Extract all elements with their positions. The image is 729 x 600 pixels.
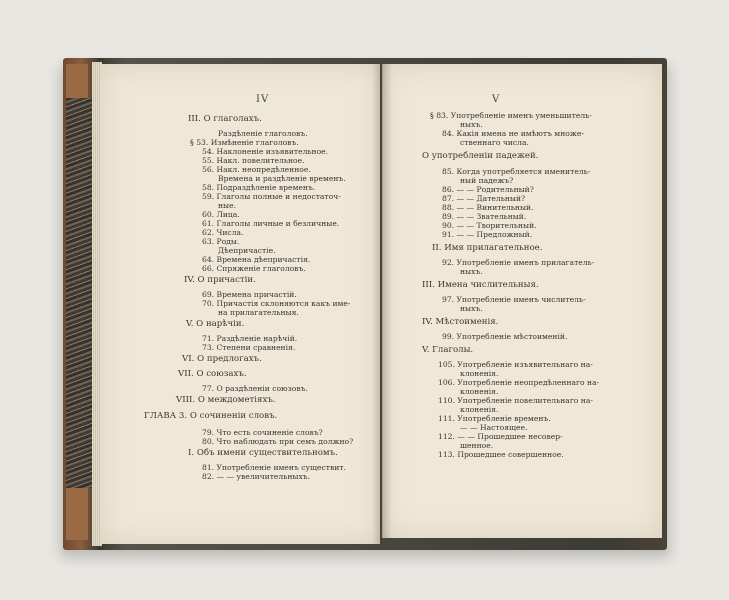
cover-leather-corner-top (66, 64, 88, 98)
toc-line: § 83. Употребленіе именъ уменьшитель- (430, 111, 592, 120)
toc-line: VI. О предлогахъ. (182, 354, 262, 364)
toc-line: 81. Употребленіе именъ существит. (202, 463, 346, 472)
toc-line: 66. Спряженіе глаголовъ. (202, 264, 306, 273)
toc-line: IV. Мѣстоименія. (422, 317, 499, 327)
toc-line: 56. Накл. неопредѣленное. (202, 165, 311, 174)
toc-line: 82. — — увеличительныхъ. (202, 472, 310, 481)
toc-line: ныхъ. (460, 304, 483, 313)
toc-line: 113. Прошедшее совершенное. (438, 450, 564, 459)
toc-line: 70. Причастія склоняются какъ име- (202, 299, 351, 308)
toc-line: 54. Наклоненіе изъявительное. (202, 147, 329, 156)
toc-line: IV. О причастіи. (184, 275, 256, 285)
toc-line: ный падежъ? (460, 176, 514, 185)
toc-line: шенное. (460, 441, 494, 450)
toc-line: § 53. Измѣненіе глаголовъ. (190, 138, 299, 147)
toc-line: ГЛАВА 3. О сочиненіи словъ. (144, 411, 278, 421)
toc-line: 111. Употребленіе временъ. (438, 414, 551, 423)
right-page (382, 64, 662, 538)
toc-line: 105. Употребленіе изъявительнаго на- (438, 360, 593, 369)
toc-line: 92. Употребленіе именъ прилагатель- (442, 258, 595, 267)
toc-line: V. Глаголы. (422, 345, 474, 355)
toc-line: III. Имена числительныя. (422, 280, 539, 290)
toc-line: 106. Употребленіе неопредѣленнаго на- (438, 378, 600, 387)
cover-leather-corner-bottom (66, 488, 88, 540)
toc-line: 60. Лица. (202, 210, 240, 219)
toc-line: 110. Употребленіе повелительнаго на- (438, 396, 593, 405)
toc-line: 69. Времена причастій. (202, 290, 297, 299)
toc-line: клоненія. (460, 405, 499, 414)
toc-line: 86. — — Родительный? (442, 185, 534, 194)
toc-line: VII. О союзахъ. (178, 369, 247, 379)
toc-line: 91. — — Предложный. (442, 230, 533, 239)
toc-line: 59. Глаголы полные и недостаточ- (202, 192, 341, 201)
toc-line: ныхъ. (460, 120, 483, 129)
toc-line: VIII. О междометіяхъ. (176, 395, 276, 405)
toc-line: ственнаго числа. (460, 138, 529, 147)
toc-line: — — Настоящее. (460, 423, 528, 432)
toc-line: 87. — — Дательный? (442, 194, 526, 203)
book-gutter (372, 64, 392, 544)
toc-line: клоненія. (460, 387, 499, 396)
toc-line: 84. Какія имена не имѣютъ множе- (442, 129, 584, 138)
toc-line: 58. Подраздѣленіе временъ. (202, 183, 316, 192)
toc-line: 71. Раздѣленіе нарѣчій. (202, 334, 298, 343)
toc-line: 90. — — Творительный. (442, 221, 537, 230)
toc-line: ныхъ. (460, 267, 483, 276)
left-page (100, 64, 380, 544)
toc-line: V. О нарѣчіи. (186, 319, 245, 329)
toc-line: 55. Накл. повелительное. (202, 156, 305, 165)
toc-line: Дѣепричастіе. (218, 246, 276, 255)
toc-line: 64. Времена дѣепричастія. (202, 255, 311, 264)
page-number: IV (256, 94, 270, 105)
toc-line: 63. Роды. (202, 237, 240, 246)
toc-line: 73. Степени сравненія. (202, 343, 296, 352)
toc-line: III. О глаголахъ. (188, 114, 262, 124)
toc-line: О употребленіи падежей. (422, 151, 539, 161)
toc-line: 77. О раздѣленіи союзовъ. (202, 384, 308, 393)
toc-line: 61. Глаголы личные и безличные. (202, 219, 340, 228)
toc-line: клоненія. (460, 369, 499, 378)
toc-line: на прилагательныя. (218, 308, 299, 317)
toc-line: 85. Когда употребляется именитель- (442, 167, 591, 176)
toc-line: ные. (218, 201, 237, 210)
page-number: V (492, 94, 501, 105)
toc-line: Раздѣленіе глаголовъ. (218, 129, 308, 138)
toc-line: 112. — — Прошедшее несовер- (438, 432, 563, 441)
toc-line: 97. Употребленіе именъ числитель- (442, 295, 586, 304)
toc-line: Времена и раздѣленіе временъ. (218, 174, 346, 183)
toc-line: 89. — — Звательный. (442, 212, 527, 221)
toc-line: 62. Числа. (202, 228, 244, 237)
toc-line: I. Объ имени существительномъ. (188, 448, 338, 458)
toc-line: 79. Что есть сочиненіе словъ? (202, 428, 323, 437)
toc-line: 80. Что наблюдать при семъ должно? (202, 437, 354, 446)
cover-marbled-paper (66, 98, 92, 488)
toc-line: 99. Употребленіе мѣстоименій. (442, 332, 568, 341)
toc-line: II. Имя прилагательное. (432, 243, 543, 253)
toc-line: 88. — — Винительный. (442, 203, 534, 212)
